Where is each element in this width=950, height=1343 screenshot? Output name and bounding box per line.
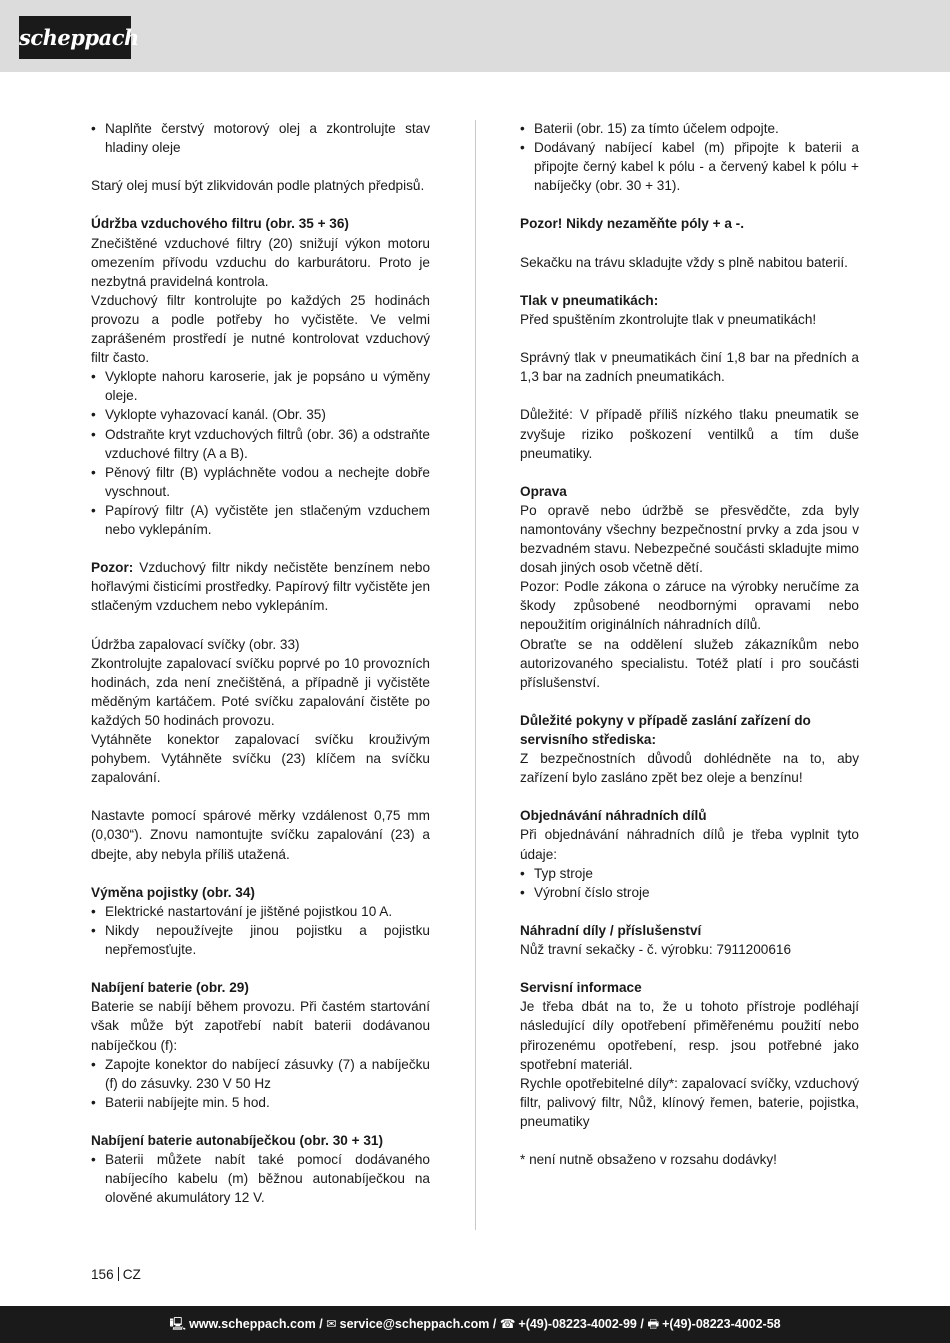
footer-band (0, 1306, 950, 1343)
bullet-item: • Vyklopte vyhazovací kanál. (Obr. 35) (91, 405, 430, 424)
paragraph-gap (91, 539, 430, 558)
paragraph: Znečištěné vzduchové filtry (20) snižují výkon motoru omezením přívodu vzduchu do karburátoru. Proto je nezbytná pravidelná kontrola. (91, 235, 430, 289)
paragraph-gap (520, 463, 859, 482)
paragraph-gap (520, 902, 859, 921)
paragraph-gap (91, 787, 430, 806)
bullet-item: • Odstraňte kryt vzduchových filtrů (obr. 36) a odstraňte vzduchové filtry (A a B). (91, 425, 430, 463)
paragraph: Po opravě nebo údržbě se přesvědčte, zda byly namontovány všechny bezpečnostní prvky a zda jsou v bezvadném stavu. Nebezpečné součásti skladujte mimo dosah jiných osob včetně dětí. (520, 502, 859, 576)
paragraph-gap (520, 329, 859, 348)
bullet-item: • Papírový filtr (A) vyčistěte jen stlačeným vzduchem nebo vyklepáním. (91, 501, 430, 539)
paragraph-gap (91, 864, 430, 883)
paragraph: Nůž travní sekačky - č. výrobku: 7911200616 (520, 942, 792, 958)
paragraph: Při objednávání náhradních dílů je třeba vyplnit tyto údaje: (520, 827, 859, 862)
section-heading: Servisní informace (520, 980, 642, 996)
bullet-list (91, 902, 430, 959)
bullet-item: • Naplňte čerstvý motorový olej a zkontrolujte stav hladiny oleje (91, 119, 430, 157)
bullet-item: • Dodávaný nabíjecí kabel (m) připojte k baterii a připojte černý kabel k pólu - a červený kabel k pólu + nabíječky (obr. 30 + 31). (520, 138, 859, 195)
paragraph-gap (520, 386, 859, 405)
bullet-list (91, 1055, 430, 1112)
bullet-item: • Zapojte konektor do nabíjecí zásuvky (7) a nabíječku (f) do zásuvky. 230 V 50 Hz (91, 1055, 430, 1093)
paragraph: * není nutně obsaženo v rozsahu dodávky! (520, 1152, 777, 1168)
phone-icon: ☎ (499, 1317, 516, 1331)
footer-fax: +(49)-08223-4002-58 (662, 1317, 781, 1331)
section-heading: Náhradní díly / příslušenství (520, 922, 702, 938)
paragraph: Před spuštěním zkontrolujte tlak v pneumatikách! (520, 311, 817, 327)
paragraph-gap (520, 234, 859, 253)
paragraph: Pozor: Podle zákona o záruce na výrobky neručíme za škody způsobené neodbornými opravami nebo nepoužitím originálních náhradních dílů. (520, 579, 859, 633)
footer-separator: / (315, 1317, 327, 1331)
paragraph-gap (520, 195, 859, 214)
header-band (0, 0, 950, 72)
paragraph-gap (91, 195, 430, 214)
section-heading: Výměna pojistky (obr. 34) (91, 884, 255, 900)
bullet-list (91, 119, 430, 157)
page-language: CZ (122, 1267, 141, 1282)
right-column (520, 119, 859, 1169)
email-icon: ✉ (326, 1317, 337, 1331)
section-heading: Nabíjení baterie (obr. 29) (91, 980, 249, 996)
bullet-item: • Elektrické nastartování je jištěné pojistkou 10 A. (91, 902, 430, 921)
paragraph: Baterie se nabíjí během provozu. Při častém startování však může být zapotřebí nabít baterii dodávanou nabíječkou (f): (91, 999, 430, 1053)
bullet-list (520, 864, 859, 902)
left-column (91, 119, 430, 1207)
bullet-item: • Nikdy nepoužívejte jinou pojistku a pojistku nepřemosťujte. (91, 921, 430, 959)
section-heading: Nabíjení baterie autonabíječkou (obr. 30 + 31) (91, 1132, 383, 1148)
paragraph-gap (91, 615, 430, 634)
section-heading: Údržba vzduchového filtru (obr. 35 + 36) (91, 216, 349, 232)
bullet-item: • Baterii (obr. 15) za tímto účelem odpojte. (520, 119, 859, 138)
bullet-list (520, 119, 859, 195)
bullet-item: • Výrobní číslo stroje (520, 883, 859, 902)
page-number-value: 156 (91, 1267, 114, 1282)
paragraph-gap (520, 787, 859, 806)
paragraph-gap (91, 157, 430, 176)
paragraph: Vytáhněte konektor zapalovací svíčku krouživým pohybem. Vytáhněte svíčku (23) klíčem na svíčku zapalování. (91, 732, 430, 786)
footer-separator: / (636, 1317, 648, 1331)
paragraph: Důležité: V případě příliš nízkého tlaku pneumatik se zvyšuje riziko poškození ventilků a tím duše pneumatiky. (520, 407, 859, 461)
paragraph: Sekačku na trávu skladujte vždy s plně nabitou baterií. (520, 254, 848, 270)
paragraph: Z bezpečnostních důvodů dohlédněte na to, aby zařízení bylo zasláno zpět bez oleje a benzínu! (520, 751, 859, 786)
bullet-list (91, 367, 430, 539)
footer-phone: +(49)-08223-4002-99 (518, 1317, 637, 1331)
paragraph-gap (91, 1112, 430, 1131)
warning-label: Pozor: (91, 560, 134, 576)
paragraph: Údržba zapalovací svíčky (obr. 33) (91, 636, 300, 652)
bullet-item: • Baterii můžete nabít také pomocí dodávaného nabíjecího kabelu (m) běžnou autonabíječkou na olověné akumulátory 12 V. (91, 1150, 430, 1207)
section-heading: Oprava (520, 483, 567, 499)
paragraph: Správný tlak v pneumatikách činí 1,8 bar na předních a 1,3 bar na zadních pneumatikách. (520, 350, 859, 385)
warning-text: Vzduchový filtr nikdy nečistěte benzínem nebo hořlavými čisticími prostředky. Papírový filtr vyčistěte jen stlačeným vzduchem nebo vyklepáním. (91, 560, 430, 614)
section-heading: Pozor! Nikdy nezaměňte póly + a -. (520, 216, 744, 232)
paragraph: Starý olej musí být zlikvidován podle platných předpisů. (91, 178, 425, 194)
page-number-separator (118, 1267, 119, 1281)
footer-separator: / (489, 1317, 500, 1331)
paragraph: Rychle opotřebitelné díly*: zapalovací svíčky, vzduchový filtr, palivový filtr, Nůž, klínový řemen, baterie, pojistka, pneumatiky (520, 1075, 860, 1129)
footer-website[interactable]: www.scheppach.com (189, 1317, 316, 1331)
bullet-item: • Pěnový filtr (B) vypláchněte vodou a nechejte dobře vyschnout. (91, 463, 430, 501)
paragraph: Vzduchový filtr kontrolujte po každých 25 hodinách provozu a podle potřeby ho vyčistěte. Ve velmi zaprášeném prostředí je nutné kontrolovat vzduchový filtr často. (91, 292, 430, 366)
bullet-item: • Baterii nabíjejte min. 5 hod. (91, 1093, 430, 1112)
bullet-item: • Vyklopte nahoru karoserie, jak je popsáno u výměny oleje. (91, 367, 430, 405)
section-heading: Důležité pokyny v případě zaslání zařízení do servisního střediska: (520, 712, 811, 747)
paragraph-gap (91, 959, 430, 978)
page-number (91, 1265, 141, 1284)
paragraph: Je třeba dbát na to, že u tohoto přístroje podléhají následující díly opotřebení přiměřenému použití nebo přirozenému opotřebení, resp. jsou potřebné jako spotřební materiál. (520, 999, 859, 1072)
warning-paragraph (91, 558, 430, 615)
scheppach-logo: scheppach (19, 16, 131, 59)
paragraph-gap (520, 1131, 859, 1150)
paragraph-gap (520, 959, 859, 978)
bullet-item: • Typ stroje (520, 864, 859, 883)
section-heading: Objednávání náhradních dílů (520, 808, 707, 824)
paragraph: Zkontrolujte zapalovací svíčku poprvé po 10 provozních hodinách, zda není znečištěná, a případně ji vyčistěte měděným kartáčem. Poté svíčku zapalování čistěte po každých 50 hodinách provozu. (91, 655, 430, 728)
footer-email[interactable]: service@scheppach.com (339, 1317, 490, 1331)
computer-icon: 🖳 (169, 1317, 187, 1331)
bullet-list (91, 1150, 430, 1207)
fax-icon: 🖶 (647, 1317, 660, 1331)
paragraph-gap (520, 692, 859, 711)
column-divider (475, 120, 476, 1230)
paragraph: Nastavte pomocí spárové měrky vzdálenost 0,75 mm (0,030“). Znovu namontujte svíčku zapalování (23) a dbejte, aby nebyla příliš utažená. (91, 808, 430, 862)
paragraph-gap (520, 272, 859, 291)
section-heading: Tlak v pneumatikách: (520, 292, 659, 308)
paragraph: Obraťte se na oddělení služeb zákazníkům nebo autorizovaného specialistu. Totéž platí i pro součásti příslušenství. (520, 636, 859, 690)
